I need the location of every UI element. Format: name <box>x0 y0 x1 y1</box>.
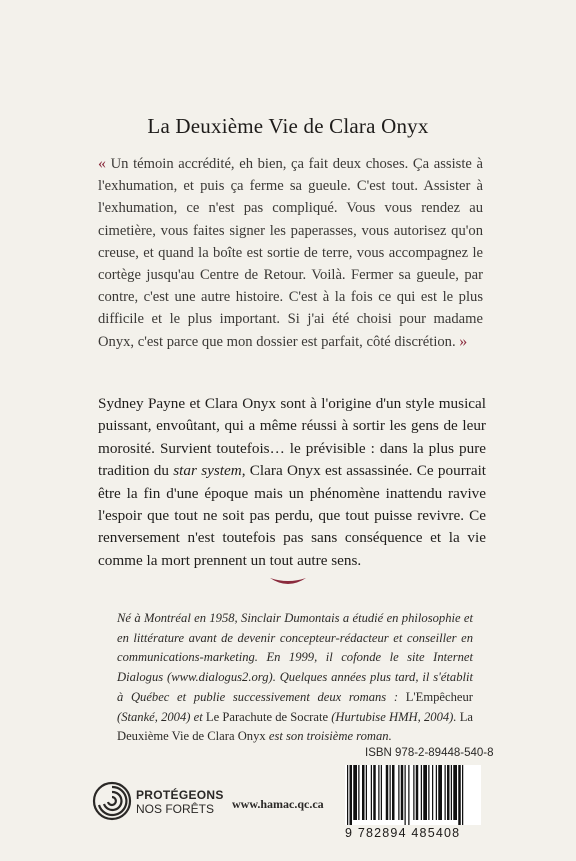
bio-part-b: (Stanké, 2004) et <box>117 709 206 724</box>
excerpt-quote <box>98 153 483 353</box>
barcode-bar <box>408 765 409 825</box>
synopsis-part-1: Sydney Payne et Clara Onyx sont à l'origine d'un style musical puissant, envoûtant, qui a même réussi à sortir les gens de leur morosité. Survient toutefois… le prévisible : dans la plus pure tradition du <box>98 395 486 480</box>
barcode-bar <box>458 765 461 825</box>
close-quote-mark: » <box>459 332 468 350</box>
barcode-bar <box>451 765 452 820</box>
barcode-bar <box>390 765 391 820</box>
bio-part-a: Né à Montréal en 1958, Sinclair Dumontais a étudié en philosophie et en littérature avant de devenir concepteur-rédacteur et conseiller en communications-marketing. En 1999, il cofonde le site Internet Dialogus (www.dialogus2.org). Quelques années plus tard, il s'établit à Québec et publie successivement deux romans : <box>117 611 473 704</box>
bio-book-3: La Deuxième Vie de Clara Onyx <box>117 709 473 744</box>
barcode-bar <box>453 765 457 820</box>
barcode-bar <box>378 765 379 820</box>
bio-book-1: L'Empêcheur <box>405 689 473 704</box>
bio-part-d: est son troisième roman. <box>265 729 392 744</box>
synopsis-emphasis: star system <box>173 462 242 480</box>
barcode-bar <box>423 765 427 820</box>
logo-line-1: PROTÉGEONS <box>136 788 224 802</box>
book-title: La Deuxième Vie de Clara Onyx <box>147 114 429 138</box>
publisher-url[interactable]: www.hamac.qc.ca <box>232 797 324 811</box>
barcode-bar <box>381 765 382 820</box>
synopsis-part-2: , Clara Onyx est assassinée. Ce pourrait être la fin d'une époque mais un phénomène inattendu ravive l'espoir que tout ne soit pas perdu, que tout puisse revivre. Ce renversement n'est toutefois pas sans conséquence et la vie comme la mort prennent un tout autre sens. <box>98 462 487 569</box>
barcode-bar <box>386 765 389 820</box>
barcode-bar <box>398 765 399 820</box>
barcode-bar <box>462 765 463 825</box>
barcode-bar <box>432 765 433 820</box>
barcode-bar <box>428 765 429 820</box>
bio-book-2: Le Parachute de Socrate <box>205 709 329 724</box>
isbn-label: ISBN 978-2-89448-540-8 <box>365 747 494 759</box>
barcode-bar <box>405 765 406 825</box>
synopsis <box>98 393 486 572</box>
open-quote-mark: « <box>98 155 106 172</box>
barcode-bar <box>413 765 414 820</box>
barcode-bar <box>358 765 359 820</box>
author-bio <box>117 609 473 747</box>
barcode-bar <box>421 765 422 820</box>
barcode-number: 9 782894 485408 <box>345 826 461 840</box>
barcode-bar <box>447 765 450 820</box>
barcode-bar <box>350 765 353 825</box>
barcode-bar <box>366 765 367 820</box>
logo-label <box>136 788 224 816</box>
barcode-bar <box>401 765 404 820</box>
bio-part-c: (Hurtubise HMH, 2004). <box>328 709 460 724</box>
barcode-bar <box>392 765 395 820</box>
barcode-bar <box>362 765 365 820</box>
swash-ornament <box>269 576 307 588</box>
barcode-bar <box>353 765 357 820</box>
barcode <box>345 765 481 825</box>
excerpt-text: Un témoin accrédité, eh bien, ça fait deux choses. Ça assiste à l'exhumation, et puis ça ferme sa gueule. C'est tout. Assister à l'exhumation, ce n'est pas compliqué. Vous vous rendez au cimetière, vous faites signer les paperasses, vous autorisez qu'on creuse, et quand la boîte est sortie de terre, vous accompagnez le cortège jusqu'au Centre de Retour. Voilà. Fermer sa gueule, par contre, c'est une autre histoire. C'est à la fois ce qui est le plus difficile et le plus important. Si j'ai été choisi pour madame Onyx, c'est parce que mon dossier est parfait, côté discrétion. <box>98 156 483 350</box>
forest-swirl-icon <box>92 781 132 821</box>
barcode-bar <box>445 765 446 820</box>
barcode-bar <box>416 765 419 820</box>
barcode-bar <box>438 765 442 820</box>
barcode-bar <box>347 765 348 825</box>
barcode-bar <box>436 765 437 820</box>
logo-line-2: NOS FORÊTS <box>136 802 215 816</box>
barcode-bar <box>373 765 376 820</box>
barcode-bar <box>371 765 372 820</box>
